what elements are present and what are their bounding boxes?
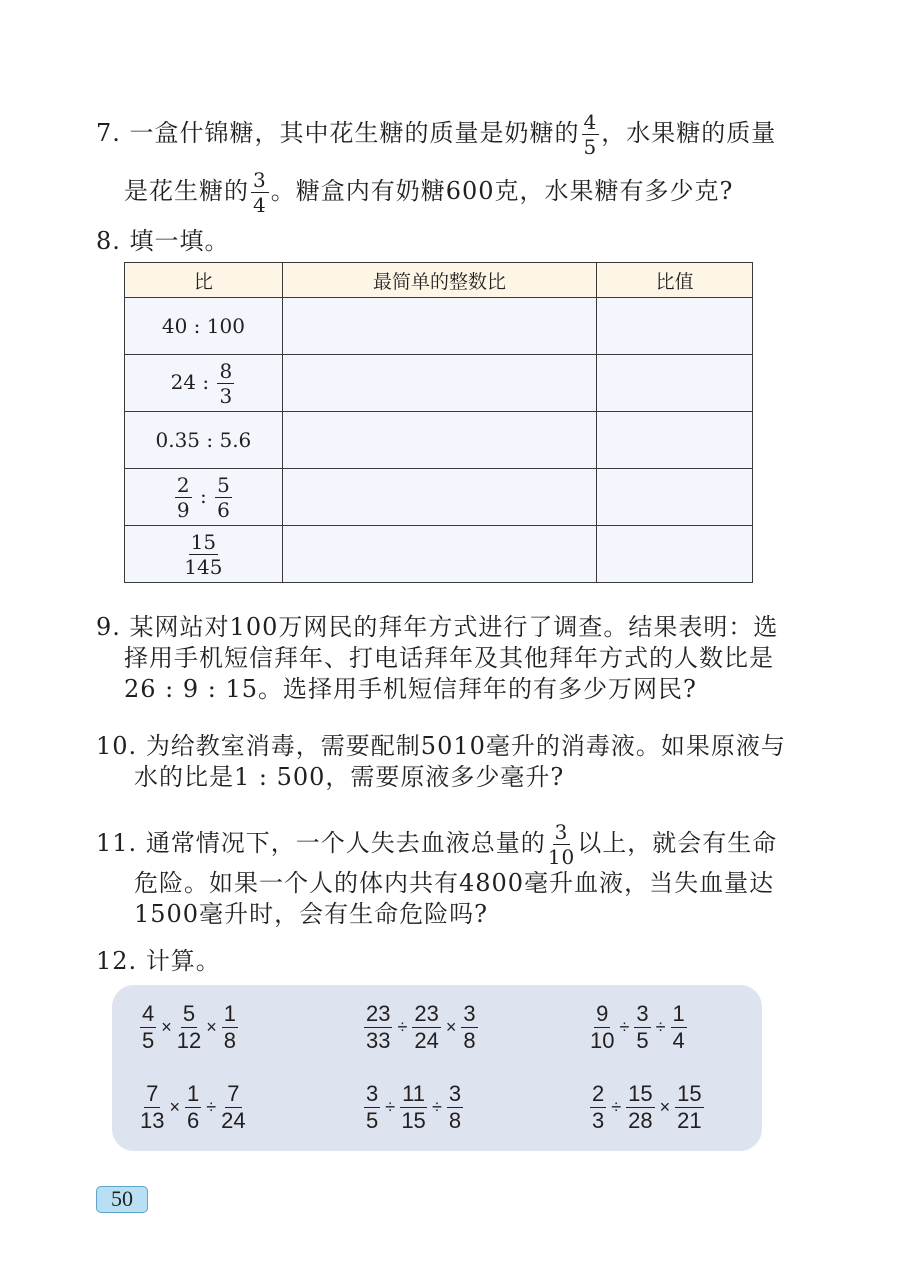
calc-expression xyxy=(588,1083,706,1132)
fraction: $\frac{11}{15}$ xyxy=(401,1081,426,1133)
calc-expression xyxy=(588,1003,689,1052)
ratio-table xyxy=(124,262,753,583)
operator: ÷ xyxy=(655,1017,666,1037)
calc-expression xyxy=(362,1083,465,1132)
table-row xyxy=(125,412,753,469)
calc-expression xyxy=(138,1083,248,1132)
q11-fraction: $\frac{3}{10}$ xyxy=(547,820,576,869)
operator: × xyxy=(169,1097,180,1117)
q7-number: 7. xyxy=(96,119,121,147)
answer-cell-value[interactable] xyxy=(597,469,753,526)
q10-line1: 10. 为给教室消毒，需要配制5010毫升的消毒液。如果原液与 xyxy=(96,732,786,760)
q7-fraction-1: $\frac{4}{5}$ xyxy=(583,110,598,159)
operator: ÷ xyxy=(431,1097,442,1117)
q11-line1: 11. 通常情况下，一个人失去血液总量的 $\frac{3}{10}$ 以上，就会有生命 xyxy=(96,820,778,869)
operator: ÷ xyxy=(206,1097,217,1117)
q8-title: 8. 填一填。 xyxy=(96,227,230,255)
calculation-panel xyxy=(112,985,762,1151)
operator: × xyxy=(445,1017,457,1037)
fraction: $\frac{15}{21}$ xyxy=(677,1081,702,1133)
q10-number: 10. xyxy=(96,732,138,760)
fraction: $\frac{7}{13}$ xyxy=(140,1081,165,1133)
table-row xyxy=(125,526,753,583)
operator: ÷ xyxy=(619,1017,630,1037)
fraction: $\frac{1}{6}$ xyxy=(187,1081,200,1133)
q7-text-b: ，水果糖的质量 xyxy=(601,119,777,147)
table-row xyxy=(125,469,753,526)
table-header-row xyxy=(125,263,753,298)
fraction: $\frac{5}{12}$ xyxy=(176,1001,202,1053)
fraction: $\frac{9}{10}$ xyxy=(590,1001,615,1053)
answer-cell-value[interactable] xyxy=(597,355,753,412)
operator: × xyxy=(206,1017,217,1037)
q11-line2: 危险。如果一个人的体内共有4800毫升血液，当失血量达 xyxy=(134,869,775,897)
q12-title: 12. 计算。 xyxy=(96,947,221,975)
ratio-cell: 40 : 100 xyxy=(125,298,283,355)
fraction: $\frac{1}{8}$ xyxy=(223,1001,237,1053)
q8-number: 8. xyxy=(96,227,121,255)
ratio-cell: $\frac{2}{9}$ : $\frac{5}{6}$ xyxy=(125,469,283,526)
ratio-cell: 0.35 : 5.6 xyxy=(125,412,283,469)
q7-line1 xyxy=(96,112,776,157)
table-row xyxy=(125,298,753,355)
answer-cell-value[interactable] xyxy=(597,526,753,583)
page-number: 50 xyxy=(96,1186,148,1213)
q9-line3: 26 : 9 : 15。选择用手机短信拜年的有多少万网民? xyxy=(124,675,697,703)
q7-fraction-2: $\frac{3}{4}$ xyxy=(253,168,267,217)
operator: ÷ xyxy=(611,1097,622,1117)
table-row xyxy=(125,355,753,412)
answer-cell-simplest[interactable] xyxy=(282,412,596,469)
q9-line1: 9. 某网站对100万网民的拜年方式进行了调查。结果表明：选 xyxy=(96,613,779,641)
fraction: $\frac{1}{4}$ xyxy=(672,1001,685,1053)
q11-number: 11. xyxy=(96,829,138,857)
fraction: $\frac{15}{28}$ xyxy=(628,1081,653,1133)
fraction: $\frac{3}{8}$ xyxy=(448,1081,462,1133)
operator: ÷ xyxy=(385,1097,396,1117)
q11-line3: 1500毫升时，会有生命危险吗? xyxy=(134,900,488,928)
header-ratio-value: 比值 xyxy=(597,263,753,298)
calc-expression xyxy=(138,1003,240,1052)
fraction: $\frac{4}{5}$ xyxy=(142,1001,155,1053)
answer-cell-simplest[interactable] xyxy=(282,298,596,355)
answer-cell-value[interactable] xyxy=(597,412,753,469)
header-ratio: 比 xyxy=(125,263,283,298)
answer-cell-simplest[interactable] xyxy=(282,355,596,412)
q7-text-a: 一盒什锦糖，其中花生糖的质量是奶糖的 xyxy=(129,119,580,147)
ratio-cell: 24 : $\frac{8}{3}$ xyxy=(125,355,283,412)
fraction: $\frac{23}{33}$ xyxy=(366,1001,391,1053)
answer-cell-simplest[interactable] xyxy=(282,526,596,583)
q10-line2: 水的比是1 : 500，需要原液多少毫升? xyxy=(134,763,565,791)
q9-number: 9. xyxy=(96,613,121,641)
calc-expression xyxy=(362,1003,480,1052)
fraction: $\frac{3}{5}$ xyxy=(366,1081,379,1133)
ratio-cell: $\frac{15}{145}$ xyxy=(125,526,283,583)
q7-text-c: 是花生糖的 xyxy=(124,177,249,205)
q9-line2: 择用手机短信拜年、打电话拜年及其他拜年方式的人数比是 xyxy=(124,644,774,672)
q7-text-d: 。糖盒内有奶糖600克，水果糖有多少克? xyxy=(270,177,734,205)
q12-number: 12. xyxy=(96,947,138,975)
operator: × xyxy=(659,1097,671,1117)
fraction: $\frac{3}{5}$ xyxy=(636,1001,649,1053)
header-simplest-ratio: 最简单的整数比 xyxy=(282,263,596,298)
fraction: $\frac{2}{3}$ xyxy=(592,1081,605,1133)
answer-cell-value[interactable] xyxy=(597,298,753,355)
fraction: $\frac{7}{24}$ xyxy=(221,1081,246,1133)
q7-line2 xyxy=(124,170,733,215)
fraction: $\frac{23}{24}$ xyxy=(414,1001,439,1053)
fraction: $\frac{3}{8}$ xyxy=(463,1001,476,1053)
operator: ÷ xyxy=(397,1017,408,1037)
operator: × xyxy=(161,1017,172,1037)
answer-cell-simplest[interactable] xyxy=(282,469,596,526)
